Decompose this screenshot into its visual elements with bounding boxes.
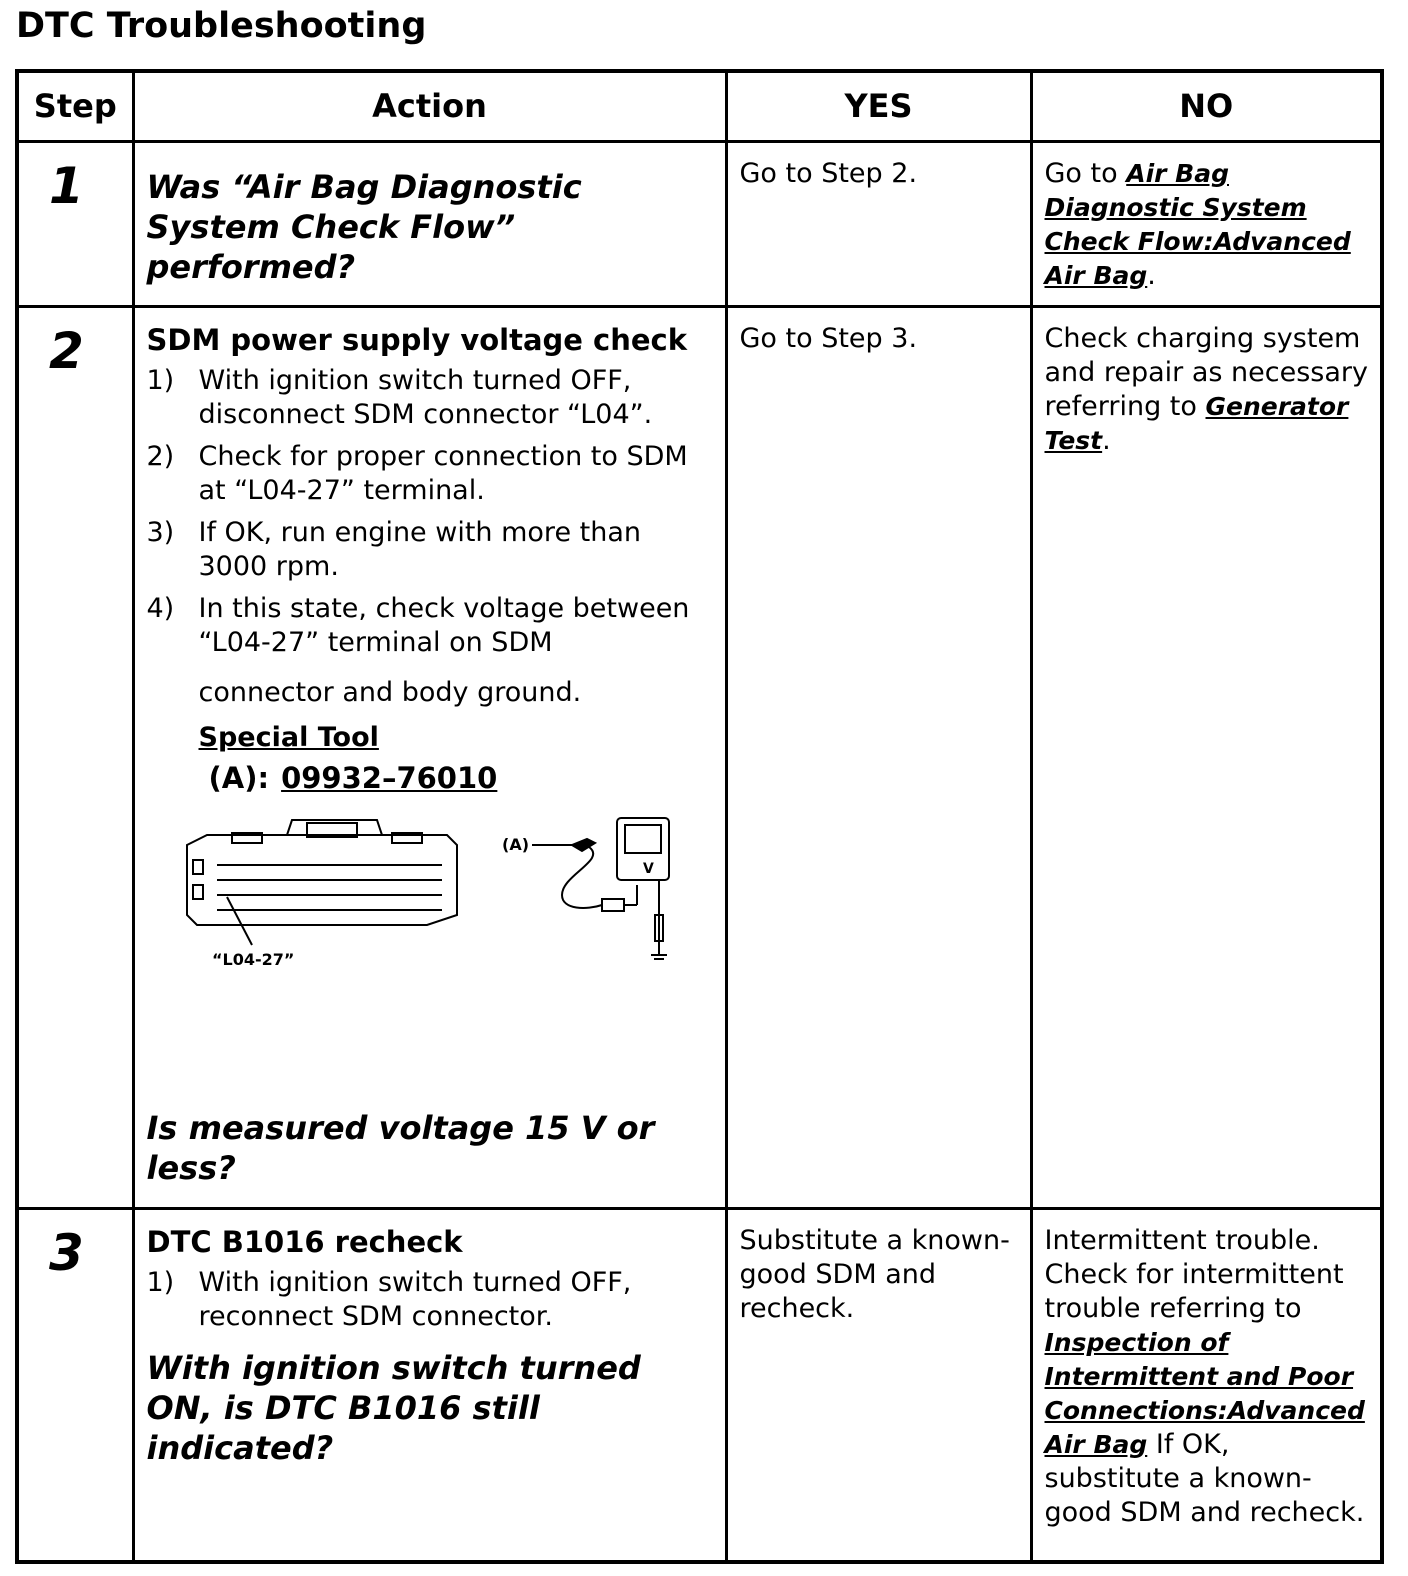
no-text-suffix: . [1102, 424, 1111, 456]
sdm-connector-icon [187, 820, 457, 945]
step-instructions [147, 1266, 713, 1334]
link-inspection-intermittent-poor-connections[interactable]: Inspection of Intermittent and Poor Connections:Advanced Air Bag [1044, 1327, 1365, 1459]
action-cell [133, 306, 726, 1208]
table-row [17, 1208, 1382, 1562]
no-text: Intermittent trouble. Check for intermittent trouble referring to [1044, 1224, 1344, 1324]
no-text: Go to [1044, 157, 1127, 189]
table-row [17, 306, 1382, 1208]
step-cell [17, 141, 133, 306]
header-yes: YES [726, 71, 1031, 141]
list-item: 1) With ignition switch turned OFF, disconnect SDM connector “L04”. [146, 364, 653, 430]
step-cell [17, 306, 133, 1208]
step-cell [17, 1208, 133, 1562]
step-number: 1 [49, 156, 84, 215]
step-number: 3 [49, 1223, 84, 1282]
no-text-suffix: . [1147, 259, 1156, 291]
table-header-row [17, 71, 1382, 141]
action-cell [133, 141, 726, 306]
tester-label: (A) [501, 834, 529, 854]
step-question: Is measured voltage 15 V or less? [146, 1108, 655, 1187]
list-item: 2) Check for proper connection to SDM at “L04-27” terminal. [146, 440, 688, 506]
header-step: Step [17, 71, 133, 141]
yes-cell [726, 306, 1031, 1208]
step-heading: SDM power supply voltage check [146, 322, 688, 357]
yes-text: Go to Step 3. [739, 322, 918, 354]
step-number: 2 [49, 321, 84, 380]
special-tool-label: (A): [208, 760, 270, 795]
header-no: NO [1031, 71, 1382, 141]
yes-cell [726, 141, 1031, 306]
yes-text: Go to Step 2. [739, 157, 918, 189]
list-item: 1) With ignition switch turned OFF, reconnect SDM connector. [146, 1266, 632, 1332]
no-cell [1031, 1208, 1382, 1562]
yes-text: Substitute a known-good SDM and recheck. [739, 1224, 1010, 1324]
header-action: Action [133, 71, 726, 141]
step-question: With ignition switch turned ON, is DTC B1016 still indicated? [146, 1348, 641, 1467]
step-heading: DTC B1016 recheck [146, 1224, 463, 1259]
list-item: 4) In this state, check voltage between “L04-27” terminal on SDM [146, 592, 690, 658]
step-continuation: connector and body ground. [198, 676, 582, 708]
link-generator-test[interactable]: Generator Test [1044, 391, 1349, 455]
voltmeter-icon [532, 818, 669, 959]
no-text: Check charging system and repair as necessary referring to [1044, 322, 1368, 422]
link-air-bag-diagnostic-check-flow[interactable]: Air Bag Diagnostic System Check Flow:Advanced Air Bag [1044, 158, 1351, 290]
special-tool-number: 09932–76010 [281, 760, 498, 795]
connector-terminal-label: “L04-27” [211, 949, 294, 969]
meter-symbol: V [642, 860, 654, 877]
special-tool-line [209, 761, 713, 795]
step-instructions [147, 364, 713, 660]
page-title: DTC Troubleshooting [16, 6, 427, 46]
list-item: 3) If OK, run engine with more than 3000 rpm. [146, 516, 641, 582]
no-cell [1031, 306, 1382, 1208]
yes-cell [726, 1208, 1031, 1562]
no-cell [1031, 141, 1382, 306]
no-text-suffix: If OK, substitute a known-good SDM and recheck. [1044, 1428, 1365, 1528]
action-cell [133, 1208, 726, 1562]
special-tool-heading: Special Tool [198, 721, 379, 753]
connector-voltmeter-illustration [177, 815, 697, 975]
table-row [17, 141, 1382, 306]
step-question: Was “Air Bag Diagnostic System Check Flow” performed? [146, 167, 582, 286]
troubleshooting-table [15, 69, 1384, 1564]
